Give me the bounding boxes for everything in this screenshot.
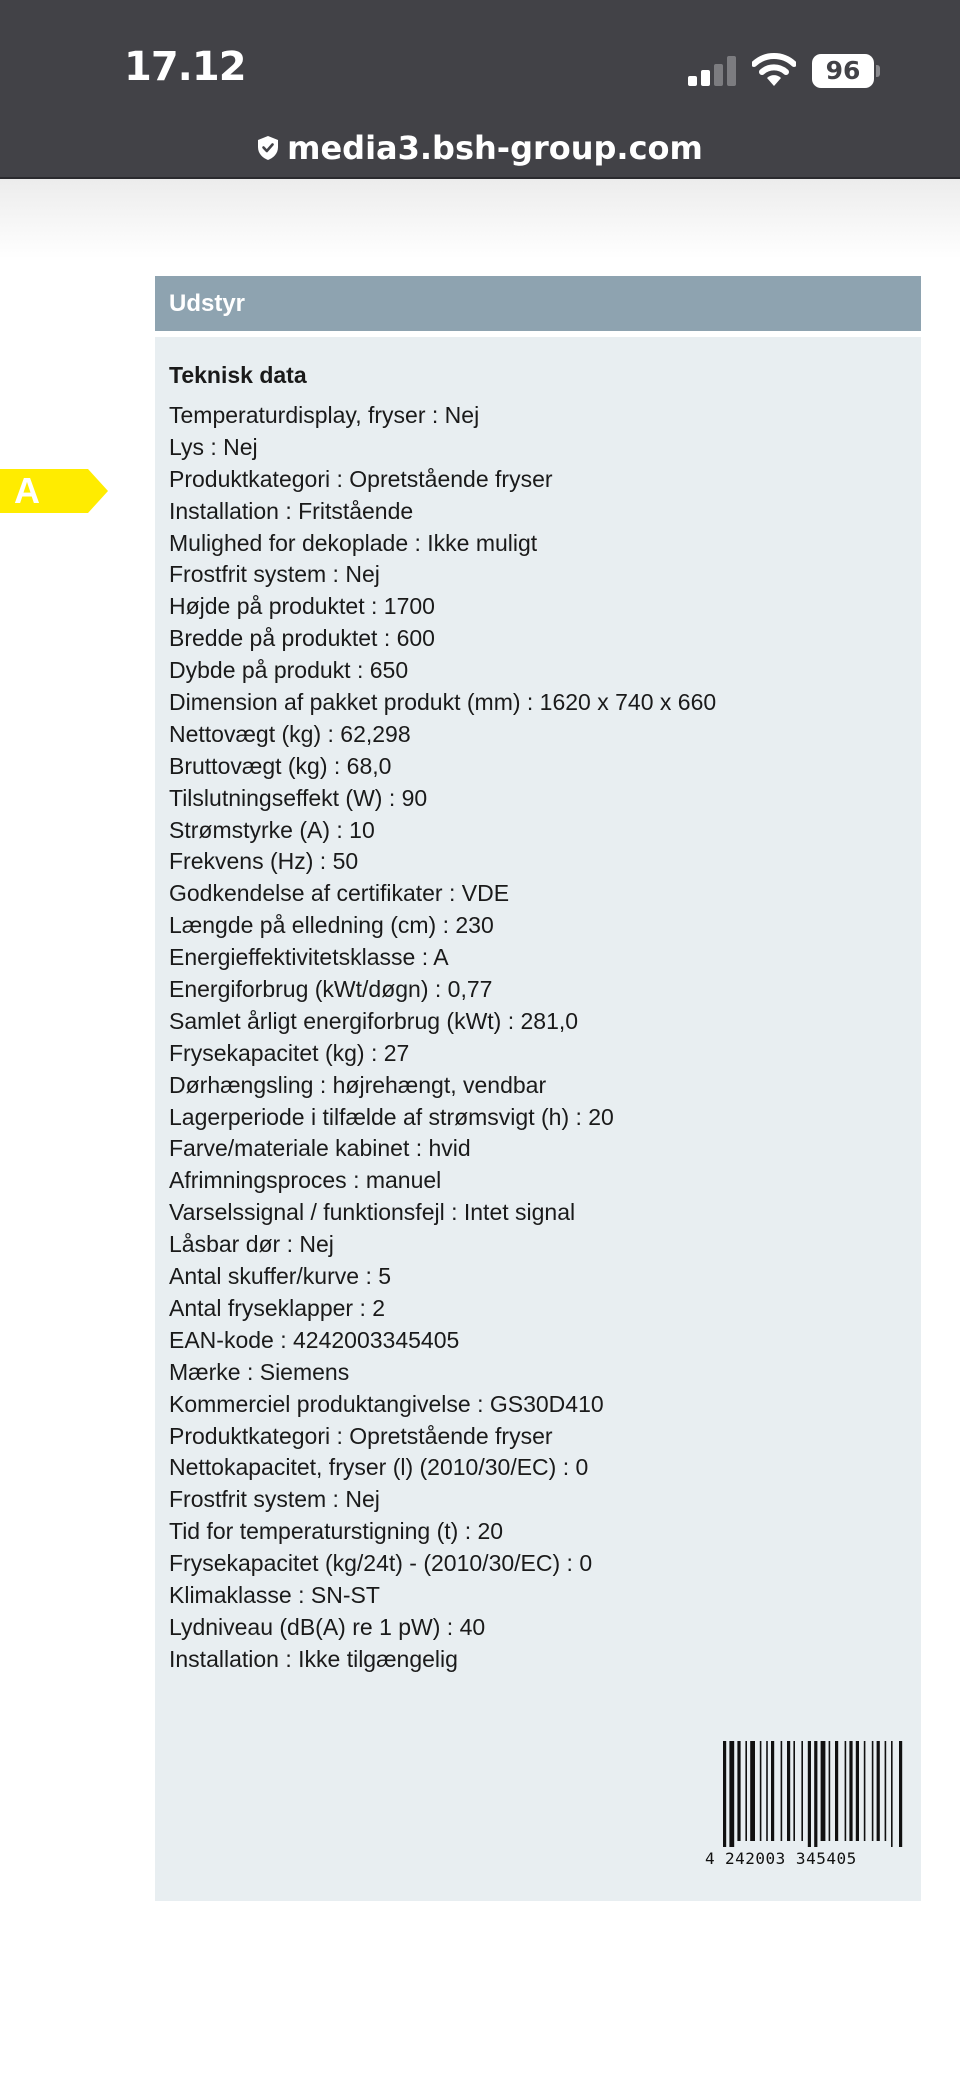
spec-row: Dimension af pakket produkt (mm) : 1620 x 740 x 660 <box>169 689 717 716</box>
spec-row: Klimaklasse : SN-ST <box>169 1581 380 1608</box>
barcode-bar <box>781 1741 783 1841</box>
barcode-bar <box>821 1741 826 1841</box>
url-text: media3.bsh-group.com <box>287 129 703 167</box>
spec-row: Bruttovægt (kg) : 68,0 <box>169 752 392 779</box>
spec-row: Energiforbrug (kWt/døgn) : 0,77 <box>169 976 493 1003</box>
barcode-bar <box>835 1741 838 1841</box>
barcode-bar <box>793 1741 795 1841</box>
section-header-title: Udstyr <box>169 290 246 317</box>
spec-row: Frostfrit system : Nej <box>169 1486 380 1513</box>
barcode-bar <box>845 1741 847 1841</box>
spec-row: Strømstyrke (A) : 10 <box>169 816 375 843</box>
spec-row: Frekvens (Hz) : 50 <box>169 848 359 875</box>
barcode-bar <box>745 1741 747 1841</box>
battery-icon <box>812 54 880 88</box>
wifi-icon <box>752 50 796 90</box>
barcode-digits: 242003 345405 <box>725 1849 857 1868</box>
status-time: 17.12 <box>124 44 246 90</box>
barcode-bar <box>801 1741 803 1841</box>
spec-row: Produktkategori : Opretstående fryser <box>169 465 553 492</box>
spec-row: Mulighed for dekoplade : Ikke muligt <box>169 529 538 556</box>
battery-level: 96 <box>812 54 874 88</box>
energy-class-label-wrap <box>0 469 108 513</box>
barcode-bar <box>737 1741 740 1841</box>
barcode-bar <box>891 1741 893 1847</box>
spec-row: Installation : Ikke tilgængelig <box>169 1645 458 1672</box>
barcode-bar <box>760 1741 762 1841</box>
spec-row: Frysekapacitet (kg/24t) - (2010/30/EC) : 0 <box>169 1550 593 1577</box>
spec-row: Varselssignal / funktionsfejl : Intet signal <box>169 1199 576 1226</box>
energy-class-label: A <box>14 470 40 511</box>
shield-lock-icon <box>257 135 279 161</box>
spec-row: Farve/materiale kabinet : hvid <box>169 1135 471 1162</box>
barcode-bar <box>766 1741 768 1841</box>
spec-row: Afrimningsproces : manuel <box>169 1167 442 1194</box>
spec-row: Dørhængsling : højrehængt, vendbar <box>169 1071 547 1098</box>
spec-row: Højde på produktet : 1700 <box>169 593 435 620</box>
barcode-bar <box>808 1741 811 1847</box>
barcode-bar <box>729 1741 734 1847</box>
spec-row: Temperaturdisplay, fryser : Nej <box>169 402 480 428</box>
barcode-bar <box>723 1741 726 1847</box>
page-top-fade <box>0 179 960 259</box>
barcode-icon <box>705 1741 915 1877</box>
spec-row: Frostfrit system : Nej <box>169 561 380 588</box>
spec-row: Kommerciel produktangivelse : GS30D410 <box>169 1390 604 1417</box>
address-bar[interactable] <box>0 126 960 170</box>
barcode-bar <box>877 1741 880 1841</box>
spec-row: Længde på elledning (cm) : 230 <box>169 912 494 939</box>
barcode-bar <box>872 1741 874 1841</box>
spec-row: Antal skuffer/kurve : 5 <box>169 1263 392 1290</box>
barcode-bar <box>899 1741 902 1847</box>
spec-row: Frysekapacitet (kg) : 27 <box>169 1039 410 1066</box>
spec-row: Produktkategori : Opretstående fryser <box>169 1422 553 1449</box>
spec-row: Samlet årligt energiforbrug (kWt) : 281,0 <box>169 1007 579 1034</box>
technical-data-heading: Teknisk data <box>169 362 307 388</box>
spec-row: Lagerperiode i tilfælde af strømsvigt (h) : 20 <box>169 1103 614 1130</box>
barcode-bar <box>750 1741 755 1841</box>
spec-row: Nettokapacitet, fryser (l) (2010/30/EC) : 0 <box>169 1454 589 1481</box>
barcode-bar <box>885 1741 887 1841</box>
spec-list <box>169 400 716 1676</box>
barcode-bar <box>849 1741 852 1841</box>
spec-row: Antal fryseklapper : 2 <box>169 1294 386 1321</box>
ios-status-bar <box>0 0 960 179</box>
spec-row: Energieffektivitetsklasse : A <box>169 944 449 971</box>
spec-row: Bredde på produktet : 600 <box>169 625 435 652</box>
barcode-bar <box>814 1741 817 1847</box>
barcode-bar <box>771 1741 774 1841</box>
barcode-lead-digit: 4 <box>705 1849 716 1868</box>
spec-row: Tid for temperaturstigning (t) : 20 <box>169 1518 504 1545</box>
spec-row: Lydniveau (dB(A) re 1 pW) : 40 <box>169 1613 486 1640</box>
barcode-bar <box>787 1741 790 1841</box>
spec-row: Nettovægt (kg) : 62,298 <box>169 720 411 747</box>
spec-row: Mærke : Siemens <box>169 1358 350 1385</box>
spec-row: Lys : Nej <box>169 433 258 460</box>
spec-row: Godkendelse af certifikater : VDE <box>169 880 510 907</box>
section-header <box>155 276 921 331</box>
barcode-bar <box>856 1741 859 1841</box>
spec-row: Installation : Fritstående <box>169 497 414 524</box>
spec-row: EAN-kode : 4242003345405 <box>169 1326 460 1353</box>
spec-row: Tilslutningseffekt (W) : 90 <box>169 784 428 811</box>
spec-row: Låsbar dør : Nej <box>169 1231 334 1258</box>
barcode-bar <box>829 1741 831 1841</box>
technical-data-panel <box>155 337 921 1901</box>
cellular-signal-icon <box>688 56 738 86</box>
barcode-bars <box>705 1741 915 1847</box>
barcode-bar <box>864 1741 866 1841</box>
spec-row: Dybde på produkt : 650 <box>169 657 409 684</box>
